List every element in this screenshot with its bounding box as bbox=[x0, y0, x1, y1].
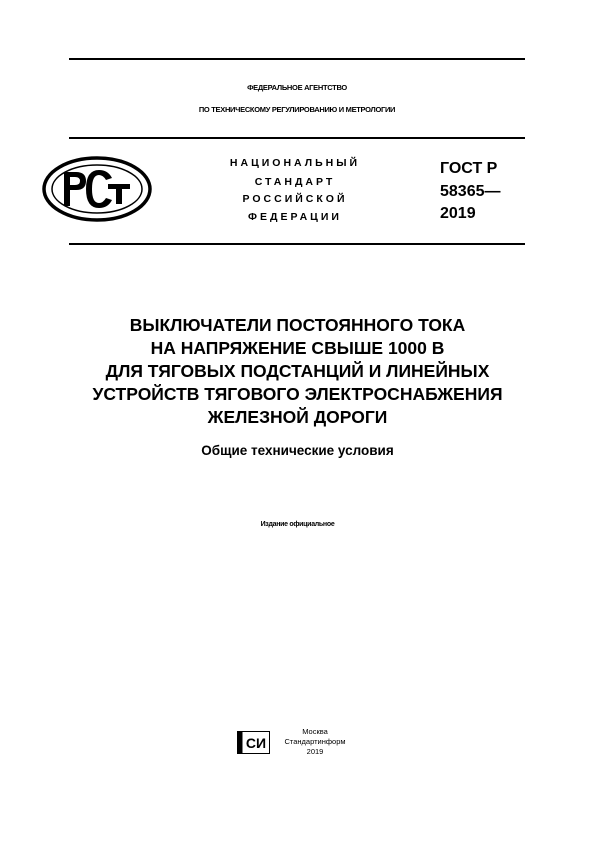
title-line1: ВЫКЛЮЧАТЕЛИ ПОСТОЯННОГО ТОКА bbox=[129, 315, 466, 335]
standard-kind-line3: РОССИЙСКОЙ bbox=[242, 193, 348, 205]
agency-name-line2: ПО ТЕХНИЧЕСКОМУ РЕГУЛИРОВАНИЮ И МЕТРОЛОГИИ bbox=[198, 105, 396, 114]
edition-note: Издание официальное bbox=[260, 521, 335, 528]
publisher-name: Стандартинформ bbox=[284, 737, 346, 746]
svg-text:СИ: СИ bbox=[245, 735, 267, 751]
title-line2: НА НАПРЯЖЕНИЕ СВЫШЕ 1000 В bbox=[150, 338, 445, 358]
designation-line3: 2019 bbox=[440, 205, 476, 222]
standard-kind-line2: СТАНДАРТ bbox=[254, 176, 336, 188]
designation-line1: ГОСТ Р bbox=[440, 160, 498, 177]
standard-kind-line1: НАЦИОНАЛЬНЫЙ bbox=[229, 157, 361, 169]
standard-kind-line4: ФЕДЕРАЦИИ bbox=[248, 211, 342, 223]
gost-emblem-icon bbox=[42, 156, 152, 222]
standard-divider bbox=[69, 243, 525, 245]
document-subtitle: Общие технические условия bbox=[201, 443, 394, 458]
title-line4: УСТРОЙСТВ ТЯГОВОГО ЭЛЕКТРОСНАБЖЕНИЯ bbox=[92, 384, 503, 404]
publisher-city: Москва bbox=[302, 727, 328, 736]
header-divider bbox=[69, 137, 525, 139]
publication-year: 2019 bbox=[306, 747, 324, 756]
top-divider bbox=[69, 58, 525, 60]
publisher-logo-icon bbox=[237, 731, 270, 754]
title-line3: ДЛЯ ТЯГОВЫХ ПОДСТАНЦИЙ И ЛИНЕЙНЫХ bbox=[105, 361, 490, 381]
title-line5: ЖЕЛЕЗНОЙ ДОРОГИ bbox=[207, 407, 388, 427]
designation-line2: 58365— bbox=[440, 183, 501, 200]
agency-name-line1: ФЕДЕРАЛЬНОЕ АГЕНТСТВО bbox=[247, 83, 347, 92]
